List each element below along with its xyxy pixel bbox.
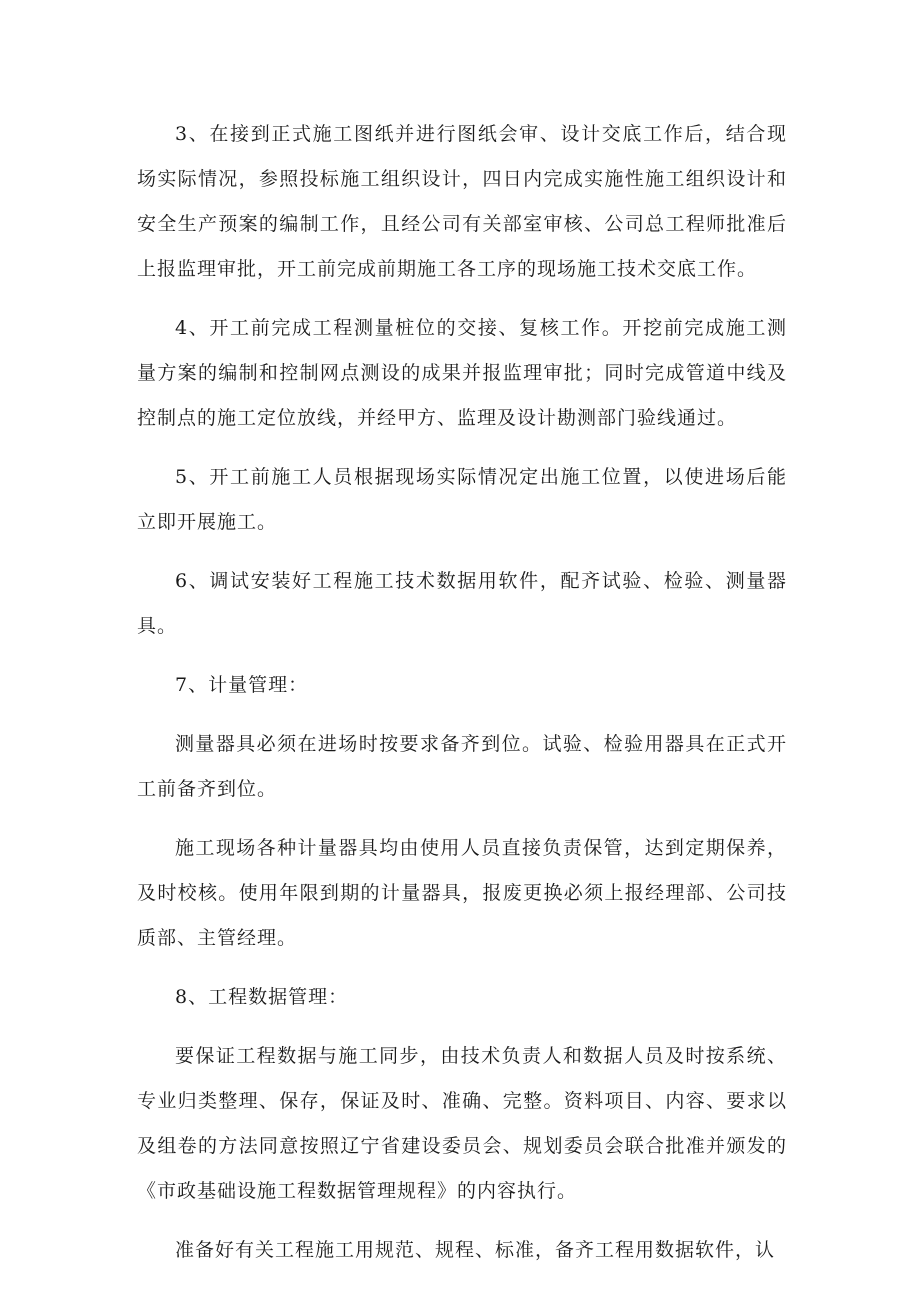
paragraph-item-5-construction-position: 5、开工前施工人员根据现场实际情况定出施工位置，以使进场后能立即开展施工。	[137, 466, 787, 533]
paragraph-instrument-custody: 施工现场各种计量器具均由使用人员直接负责保管，达到定期保养，及时校核。使用年限到期的计量器具，报废更换必须上报经理部、公司技质部、主管经理。	[137, 837, 787, 949]
paragraph-item-6-software-instruments: 6、调试安装好工程施工技术数据用软件，配齐试验、检验、测量器具。	[137, 570, 787, 637]
paragraph-data-sync: 要保证工程数据与施工同步，由技术负责人和数据人员及时按系统、专业归类整理、保存，保证及时、准确、完整。资料项目、内容、要求以及组卷的方法同意按照辽宁省建设委员会、规划委员会联合批准并颁发的《市政基础设施工程数据管理规程》的内容执行。	[137, 1045, 787, 1202]
paragraph-item-4-survey-stakes: 4、开工前完成工程测量桩位的交接、复核工作。开挖前完成施工测量方案的编制和控制网点测设的成果并报监理审批；同时完成管道中线及控制点的施工定位放线，并经甲方、监理及设计勘测部门验线通过。	[137, 317, 787, 429]
section-heading-data-management: 8、工程数据管理：	[175, 986, 349, 1008]
paragraph-standards-preparation: 准备好有关工程施工用规范、规程、标准，备齐工程用数据软件，认	[175, 1239, 776, 1261]
paragraph-measuring-instruments: 测量器具必须在进场时按要求备齐到位。试验、检验用器具在正式开工前备齐到位。	[137, 733, 787, 800]
section-heading-metrology-management: 7、计量管理：	[175, 674, 309, 696]
paragraph-item-3-construction-drawings: 3、在接到正式施工图纸并进行图纸会审、设计交底工作后，结合现场实际情况，参照投标施工组织设计，四日内完成实施性施工组织设计和安全生产预案的编制工作，且经公司有关部室审核、公司总工程师批准后上报监理审批，开工前完成前期施工各工序的现场施工技术交底工作。	[137, 123, 787, 280]
document-body	[137, 112, 787, 1273]
